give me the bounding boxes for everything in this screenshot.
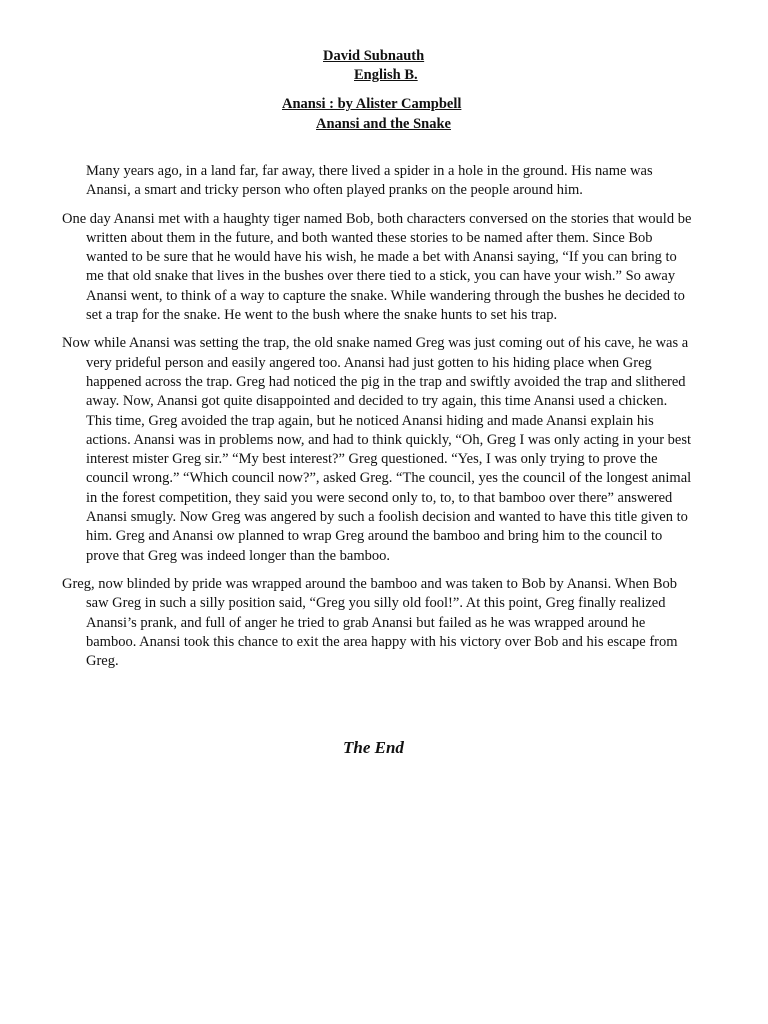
- story-body: [62, 162, 702, 680]
- work-title: Anansi : by Alister Campbell: [282, 96, 462, 112]
- paragraph-2: One day Anansi met with a haughty tiger named Bob, both characters conversed on the stories that would be written about them in the future, and both wanted these stories to be named after them. Since Bob wanted to be sure that he would have his wish, he made a bet with Anansi saying, “If you can bring to me that old snake that lives in the bushes over there tied to a stick, you can have your wish.” So away Anansi went, to think of a way to capture the snake. While wandering through the bushes he decided to set a trap for the snake. He went to the bush where the snake hunts to set his trap.: [62, 210, 692, 324]
- paragraph-3: Now while Anansi was setting the trap, the old snake named Greg was just coming out of his cave, he was a very prideful person and easily angered too. Anansi had just gotten to his hiding place when Greg happened across the trap. Greg had noticed the pig in the trap and swiftly avoided the trap and slithered away. Now, Anansi got quite disappointed and decided to try again, this time Anansi used a chicken. This time, Greg avoided the trap again, but he noticed Anansi hiding and made Anansi explain his actions. Anansi was in problems now, and had to think quickly, “Oh, Greg I was only acting in your best interest mister Greg sir.” “My best interest?” Greg questioned. “Yes, I was only trying to prove the council wrong.” “Which council now?”, asked Greg. “The council, yes the council of the longest animal in the forest competition, they said you were second only to, to, to that bamboo over there” answered Anansi smugly. Now Greg was angered by such a foolish decision and wanted to have this title given to him. Greg and Anansi ow planned to wrap Greg around the bamboo and bring him to the council to prove that Greg was indeed longer than the bamboo.: [62, 335, 692, 564]
- course-name: English B.: [354, 67, 418, 83]
- story-title: Anansi and the Snake: [316, 116, 451, 132]
- author-name: David Subnauth: [323, 48, 425, 64]
- paragraph-4: Greg, now blinded by pride was wrapped around the bamboo and was taken to Bob by Anansi. When Bob saw Greg in such a silly position said, “Greg you silly old fool!”. At this point, Greg finally realized Anansi’s prank, and full of anger he tried to grab Anansi but failed as he was wrapped around he bamboo. Anansi took this chance to exit the area happy with his victory over Bob and his escape from Greg.: [62, 575, 678, 670]
- the-end-text: The End: [343, 738, 404, 757]
- paragraph-1: Many years ago, in a land far, far away, there lived a spider in a hole in the ground. His name was Anansi, a smart and tricky person who often played pranks on the people around him.: [86, 163, 653, 199]
